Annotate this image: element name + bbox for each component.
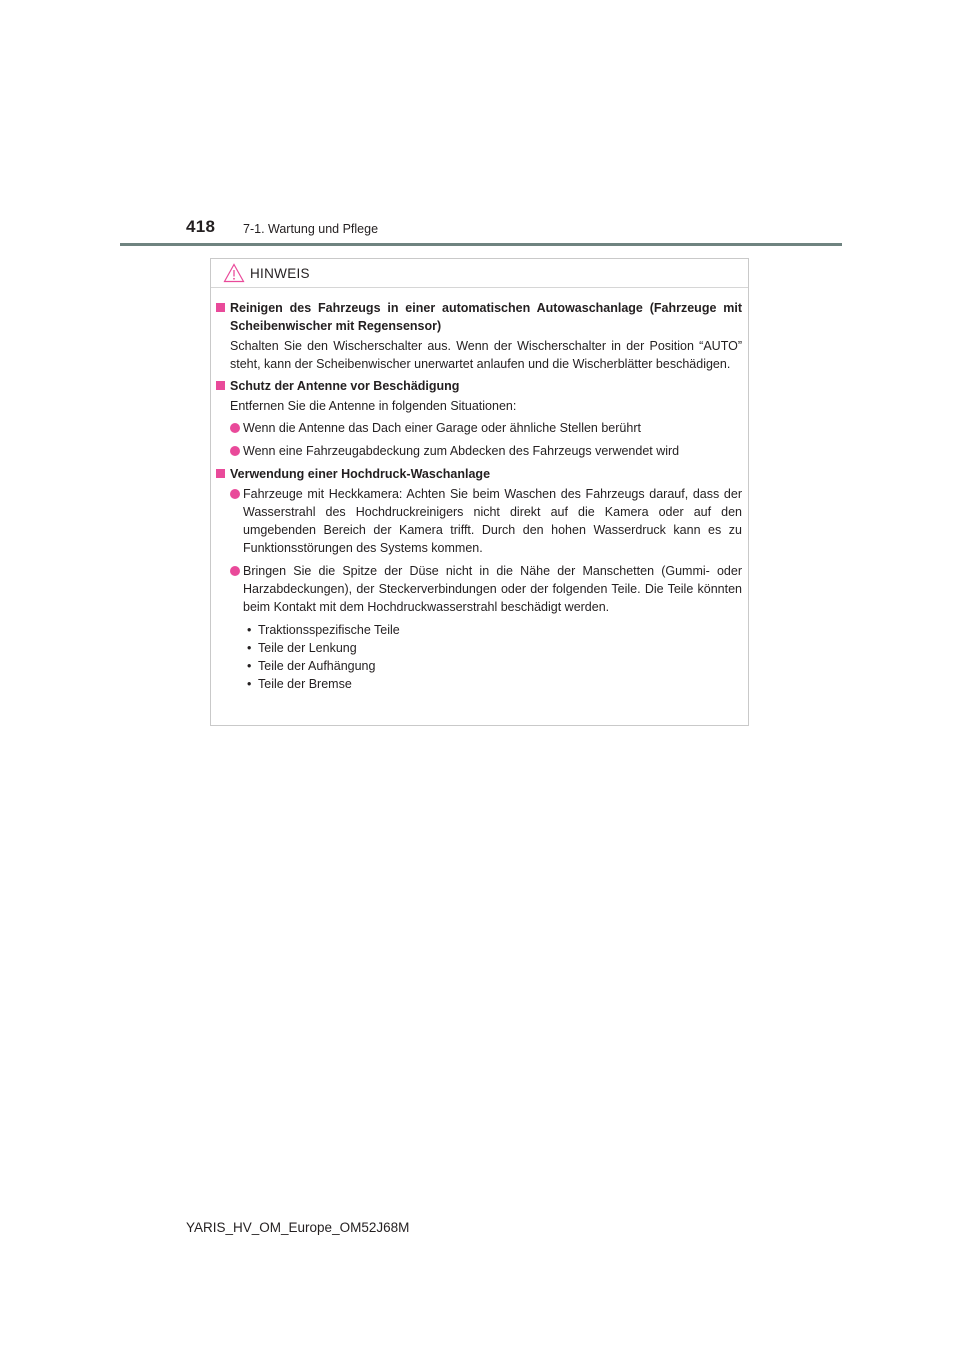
- footer-document-code: YARIS_HV_OM_Europe_OM52J68M: [186, 1220, 410, 1235]
- section-title: 7-1. Wartung und Pflege: [243, 222, 379, 236]
- notice-section-car-wash: [216, 299, 742, 373]
- circle-bullet: [230, 423, 240, 433]
- warning-triangle-icon: [223, 263, 245, 283]
- list-item-text: Wenn die Antenne das Dach einer Garage oder ähnliche Stellen berührt: [243, 421, 641, 435]
- page-number: 418: [186, 217, 216, 236]
- list-item: [216, 419, 742, 437]
- sub-list: [216, 621, 742, 693]
- notice-label: HINWEIS: [250, 265, 310, 281]
- section-heading: [216, 465, 742, 483]
- notice-section-high-pressure: [216, 465, 742, 693]
- section-heading: [216, 377, 742, 395]
- sub-list-item: • Traktionsspezifische Teile: [247, 621, 742, 639]
- sub-list-item: • Teile der Aufhängung: [247, 657, 742, 675]
- list-item-text: Fahrzeuge mit Heckkamera: Achten Sie beim Waschen des Fahrzeugs darauf, dass der Wasserstrahl des Hochdruckreinigers nicht direkt auf die Kamera oder auf den umgebenden Bereich der Kamera trifft. Durch den hohen Wasserdruck kann es zu Funktionsstörungen des Systems kommen.: [243, 487, 742, 555]
- section-heading-text: Verwendung einer Hochdruck-Waschanlage: [230, 467, 491, 481]
- section-heading-text: Schutz der Antenne vor Beschädigung: [230, 379, 460, 393]
- section-heading: [216, 299, 742, 335]
- sub-list-item: • Teile der Bremse: [247, 675, 742, 693]
- list-item: [216, 562, 742, 616]
- circle-bullet: [230, 489, 240, 499]
- section-heading-text: Reinigen des Fahrzeugs in einer automatischen Autowaschanlage (Fahrzeuge mit Scheibenwischer mit Regensensor): [230, 301, 742, 333]
- notice-header: [223, 259, 310, 287]
- notice-body: [216, 299, 742, 697]
- circle-bullet: [230, 566, 240, 576]
- circle-bullet: [230, 446, 240, 456]
- paragraph: Schalten Sie den Wischerschalter aus. Wenn der Wischerschalter in der Position “AUTO” steht, kann der Scheibenwischer unerwartet anlaufen und die Wischerblätter beschädigen.: [230, 339, 742, 371]
- square-bullet: [216, 469, 225, 478]
- square-bullet: [216, 381, 225, 390]
- list-item-text: Bringen Sie die Spitze der Düse nicht in die Nähe der Manschetten (Gummi- oder Harzabdeckungen), der Steckerverbindungen oder der folgenden Teile. Die Teile könnten beim Kontakt mit dem Hochdruckwasserstrahl beschädigt werden.: [243, 564, 742, 614]
- list-item: [216, 442, 742, 460]
- square-bullet: [216, 303, 225, 312]
- notice-box: [210, 258, 749, 726]
- sub-list-item: • Teile der Lenkung: [247, 639, 742, 657]
- notice-section-antenna: [216, 377, 742, 460]
- notice-divider: [211, 287, 748, 288]
- list-item: [216, 485, 742, 557]
- paragraph: Entfernen Sie die Antenne in folgenden Situationen:: [230, 399, 517, 413]
- header-rule: [120, 243, 842, 246]
- list-item-text: Wenn eine Fahrzeugabdeckung zum Abdecken des Fahrzeugs verwendet wird: [243, 444, 680, 458]
